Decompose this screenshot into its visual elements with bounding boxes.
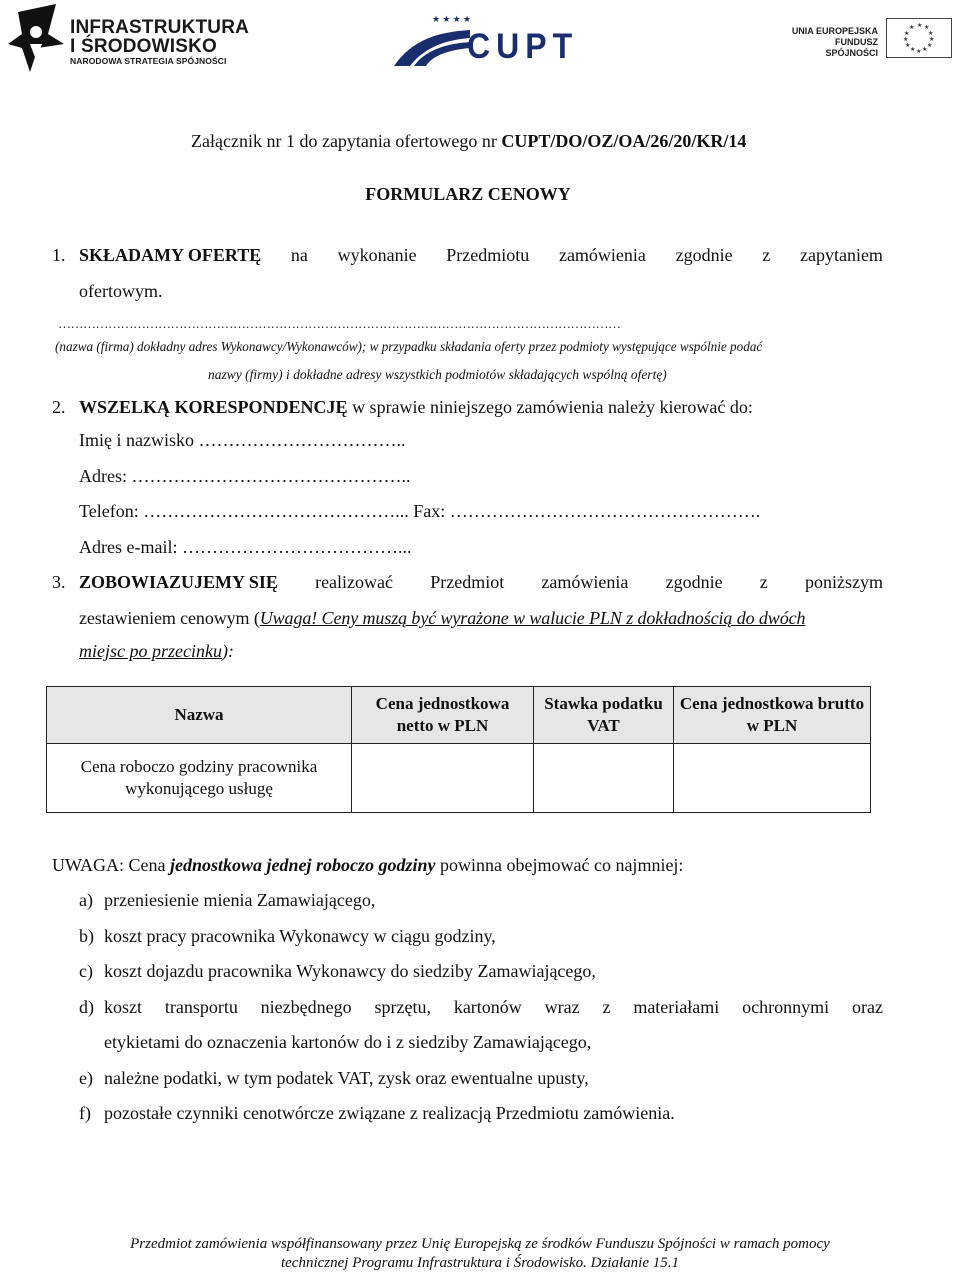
list-item-letter: d) xyxy=(79,997,94,1017)
section1-note-1: (nazwa (firma) dokładny adres Wykonawcy/Wykonawców); w przypadku składania oferty przez podmioty występujące wspólnie podać xyxy=(55,339,763,354)
form-title: FORMULARZ CENOWY xyxy=(365,184,571,204)
list-item-word: materiałami xyxy=(633,997,720,1017)
list-item: należne podatki, w tym podatek VAT, zysk oraz ewentualne upusty, xyxy=(104,1068,589,1088)
list-item-word: koszt xyxy=(104,997,142,1017)
section3-word: z xyxy=(759,572,768,592)
contact-phone-fax-field[interactable]: Telefon: ……………………………………... Fax: ……………………………………………. xyxy=(79,501,761,521)
section1-word: zgodnie xyxy=(675,245,733,265)
section3-word: zgodnie xyxy=(665,572,723,592)
list-item-letter: a) xyxy=(79,890,93,910)
section1-line2: ofertowym. xyxy=(79,281,163,301)
logo-cupt xyxy=(392,10,579,68)
logo-left-sub: NARODOWA STRATEGIA SPÓJNOŚCI xyxy=(70,56,227,66)
svg-text:★: ★ xyxy=(904,31,910,37)
list-item-word: ochronnymi xyxy=(742,997,830,1017)
list-item-letter: f) xyxy=(79,1103,91,1123)
logo-ue-line1: UNIA EUROPEJSKA xyxy=(791,26,878,36)
section3-word: realizować xyxy=(315,572,394,592)
section3-note-end: miejsc po przecinku xyxy=(79,641,222,661)
section1-word: zapytaniem xyxy=(799,245,883,265)
section1-word: na xyxy=(290,245,308,265)
section3-note-suffix: ): xyxy=(221,641,234,661)
net-price-cell[interactable] xyxy=(352,744,534,813)
section3-line2 xyxy=(79,607,805,629)
list-item-continuation: etykietami do oznaczenia kartonów do i z siedziby Zamawiającego, xyxy=(104,1032,592,1052)
svg-text:★: ★ xyxy=(905,43,911,49)
section3-line1 xyxy=(79,571,883,593)
section3-bold: ZOBOWIAZUJEMY SIĘ xyxy=(79,572,278,592)
list-item xyxy=(104,996,883,1018)
table-row xyxy=(47,744,871,813)
gross-price-cell[interactable] xyxy=(674,744,871,813)
row-label-cell: Cena roboczo godziny pracownika wykonującego usługę xyxy=(47,744,352,813)
section1-num: 1. xyxy=(52,245,66,265)
footer-line1: Przedmiot zamówienia współfinansowany przez Unię Europejską ze środków Funduszu Spójności w ramach pomocy xyxy=(130,1236,830,1252)
table-header-cell: Cena jednostkowa netto w PLN xyxy=(352,687,534,744)
list-item-word: wraz xyxy=(544,997,580,1017)
list-item-word: transportu xyxy=(164,997,238,1017)
section1-line1 xyxy=(79,244,883,266)
logo-ue-line2: FUNDUSZ SPÓJNOŚCI xyxy=(825,37,878,58)
section2-rest: w sprawie niniejszego zamówienia należy kierować do: xyxy=(347,397,753,417)
logo-infrastruktura xyxy=(8,4,250,72)
section1-note-2: nazwy (firmy) i dokładne adresy wszystkich podmiotów składających wspólną ofertę) xyxy=(208,367,667,382)
annex-prefix: Załącznik nr 1 do zapytania ofertowego nr xyxy=(191,131,502,151)
list-item-letter: e) xyxy=(79,1068,93,1088)
list-item: przeniesienie mienia Zamawiającego, xyxy=(104,890,376,910)
vat-rate-cell[interactable] xyxy=(534,744,674,813)
section1-word: wykonanie xyxy=(337,245,417,265)
contact-email-field[interactable]: Adres e-mail: ………………………………... xyxy=(79,537,412,557)
section2-line1 xyxy=(79,396,753,418)
footer-line2: technicznej Programu Infrastruktura i Środowisko. Działanie 15.1 xyxy=(280,1255,680,1271)
notice-intro xyxy=(52,854,683,876)
table-header-row xyxy=(47,687,871,744)
table-header-cell: Nazwa xyxy=(47,687,352,744)
list-item-word: oraz xyxy=(851,997,883,1017)
logo-left-line1: INFRASTRUKTURA xyxy=(70,17,250,38)
svg-text:★: ★ xyxy=(917,23,923,29)
section2-num: 2. xyxy=(52,397,66,417)
table-header-cell: Cena jednostkowa brutto w PLN xyxy=(674,687,871,744)
list-item-letter: c) xyxy=(79,961,93,981)
list-item: pozostałe czynniki cenotwórcze związane z realizacją Przedmiotu zamówienia. xyxy=(104,1103,675,1123)
notice-suffix: powinna obejmować co najmniej: xyxy=(435,855,684,875)
list-item-word: z xyxy=(602,997,611,1017)
section3-word: poniższym xyxy=(805,572,883,592)
contact-name-field[interactable]: Imię i nazwisko …………………………….. xyxy=(79,430,406,450)
road-stars-icon xyxy=(392,10,472,68)
svg-text:★: ★ xyxy=(928,31,934,37)
logo-ue xyxy=(786,18,956,58)
price-table xyxy=(46,686,871,813)
section3-num: 3. xyxy=(52,572,66,592)
list-item-word: kartonów xyxy=(453,997,522,1017)
section3-line2-prefix: zestawieniem cenowym ( xyxy=(79,608,260,628)
svg-text:★: ★ xyxy=(909,25,915,31)
svg-text:★: ★ xyxy=(903,37,909,43)
svg-text:★: ★ xyxy=(916,49,922,55)
section1-bold: SKŁADAMY OFERTĘ xyxy=(79,245,262,265)
list-item: koszt dojazdu pracownika Wykonawcy do siedziby Zamawiającego, xyxy=(104,961,596,981)
notice-emph: jednostkowa jednej roboczo godziny xyxy=(169,855,436,875)
section2-bold: WSZELKĄ KORESPONDENCJĘ xyxy=(79,397,348,417)
svg-text:★: ★ xyxy=(922,47,928,53)
logo-left-line2: I ŚRODOWISKO xyxy=(70,36,218,57)
svg-text:★: ★ xyxy=(910,47,916,53)
section3-word: Przedmiot xyxy=(430,572,505,592)
section3-line3 xyxy=(79,640,234,662)
company-fill-line: ……………………………………………………………………………………………………………………… xyxy=(58,316,621,331)
svg-text:★: ★ xyxy=(929,37,935,43)
logo-cupt-text: CUPT xyxy=(467,26,579,66)
list-item-letter: b) xyxy=(79,926,94,946)
notice-prefix: UWAGA: Cena xyxy=(52,855,170,875)
table-header-cell: Stawka podatku VAT xyxy=(534,687,674,744)
section3-word: zamówienia xyxy=(541,572,629,592)
svg-text:★ ★ ★ ★: ★ ★ ★ ★ xyxy=(432,14,472,24)
list-item: koszt pracy pracownika Wykonawcy w ciągu godziny, xyxy=(104,926,496,946)
section1-word: Przedmiotu xyxy=(446,245,530,265)
list-item-word: niezbędnego xyxy=(260,997,352,1017)
section1-word: zamówienia xyxy=(558,245,646,265)
contact-address-field[interactable]: Adres: ……………………………………….. xyxy=(79,466,411,486)
svg-text:★: ★ xyxy=(927,43,933,49)
annex-number: CUPT/DO/OZ/OA/26/20/KR/14 xyxy=(501,131,747,151)
annex-title xyxy=(191,130,746,152)
list-item-word: sprzętu, xyxy=(374,997,431,1017)
svg-text:★: ★ xyxy=(924,25,930,31)
eu-flag-icon xyxy=(886,18,952,58)
section3-note: Uwaga! Ceny muszą być wyrażone w walucie PLN z dokładnością do dwóch xyxy=(259,608,806,628)
star-figure-icon xyxy=(8,4,66,72)
section1-word: z xyxy=(762,245,771,265)
page-footer xyxy=(0,1235,960,1273)
